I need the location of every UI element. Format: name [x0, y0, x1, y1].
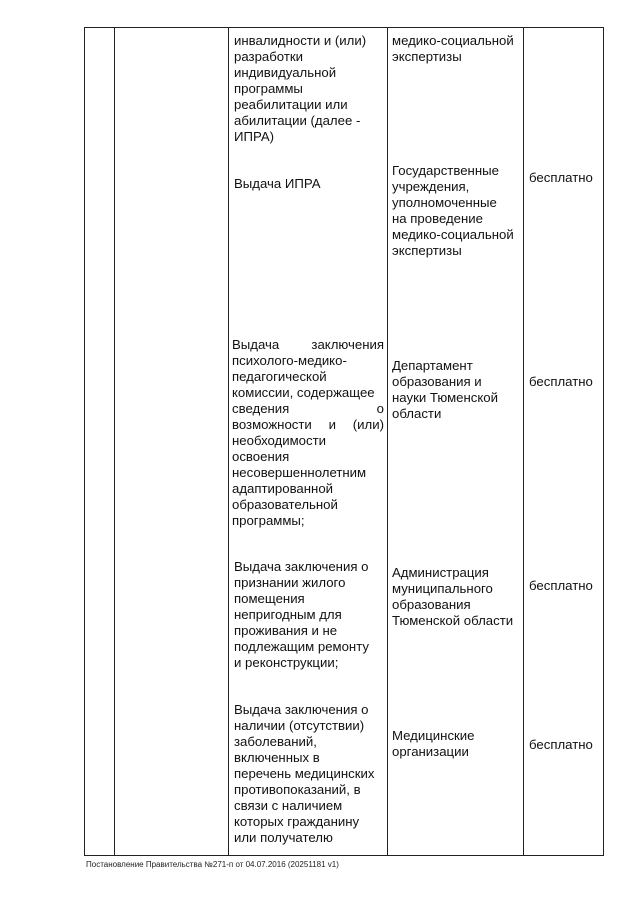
pmpk-line-11: образовательной — [232, 497, 338, 512]
column-divider-2 — [228, 27, 229, 856]
org-cell-medical-organizations: Медицинские организации — [392, 728, 475, 759]
org-cell-mse-continued: медико-социальной экспертизы — [392, 33, 514, 64]
column-divider-4 — [523, 27, 524, 856]
service-cell-ipra: Выдача ИПРА — [234, 176, 321, 191]
org-cell-state-institutions: Государственные учреждения, уполномоченные на проведение медико-социальной экспертизы — [392, 163, 514, 258]
cost-cell-pmpk: бесплатно — [529, 374, 593, 389]
pmpk-line-5: сведения о — [232, 401, 384, 416]
service-cell-housing: Выдача заключения о признании жилого помещения непригодным для проживания и не подлежащим ремонту и реконструкции; — [234, 559, 369, 670]
document-footer: Постановление Правительства №271-п от 04.07.2016 (20251181 v1) — [86, 860, 339, 869]
pmpk-line-6: возможности и (или) — [232, 417, 384, 432]
cost-cell-medical: бесплатно — [529, 737, 593, 752]
pmpk-line-2: психолого-медико- — [232, 353, 347, 368]
pmpk-line-4: комиссии, содержащее — [232, 385, 375, 400]
table-border-right — [603, 27, 604, 856]
org-cell-education-department: Департамент образования и науки Тюменской области — [392, 358, 498, 421]
org-cell-municipal-administration: Администрация муниципального образования Тюменской области — [392, 565, 514, 628]
pmpk-line-9: несовершеннолетним — [232, 465, 367, 480]
table-border-top — [84, 27, 604, 28]
column-divider-1 — [114, 27, 115, 856]
pmpk-line-12: программы; — [232, 513, 305, 528]
pmpk-line-10: адаптированной — [232, 481, 334, 496]
service-cell-medical: Выдача заключения о наличии (отсутствии) заболеваний, включенных в перечень медицинских противопоказаний, в связи с наличием которых гражданину или получателю — [234, 702, 375, 845]
cost-cell-housing: бесплатно — [529, 578, 593, 593]
table-border-left — [84, 27, 85, 856]
service-cell-disability-continued: инвалидности и (или) разработки индивидуальной программы реабилитации или абилитации (далее - ИПРА) — [234, 33, 367, 144]
pmpk-line-7: необходимости — [232, 433, 327, 448]
pmpk-line-8: освоения — [232, 449, 290, 464]
service-cell-pmpk — [232, 337, 384, 529]
table-border-bottom — [84, 855, 604, 856]
pmpk-line-3: педагогической — [232, 369, 327, 384]
pmpk-line-1: Выдача заключения — [232, 337, 384, 352]
column-divider-3 — [387, 27, 388, 856]
cost-cell-ipra: бесплатно — [529, 170, 593, 185]
